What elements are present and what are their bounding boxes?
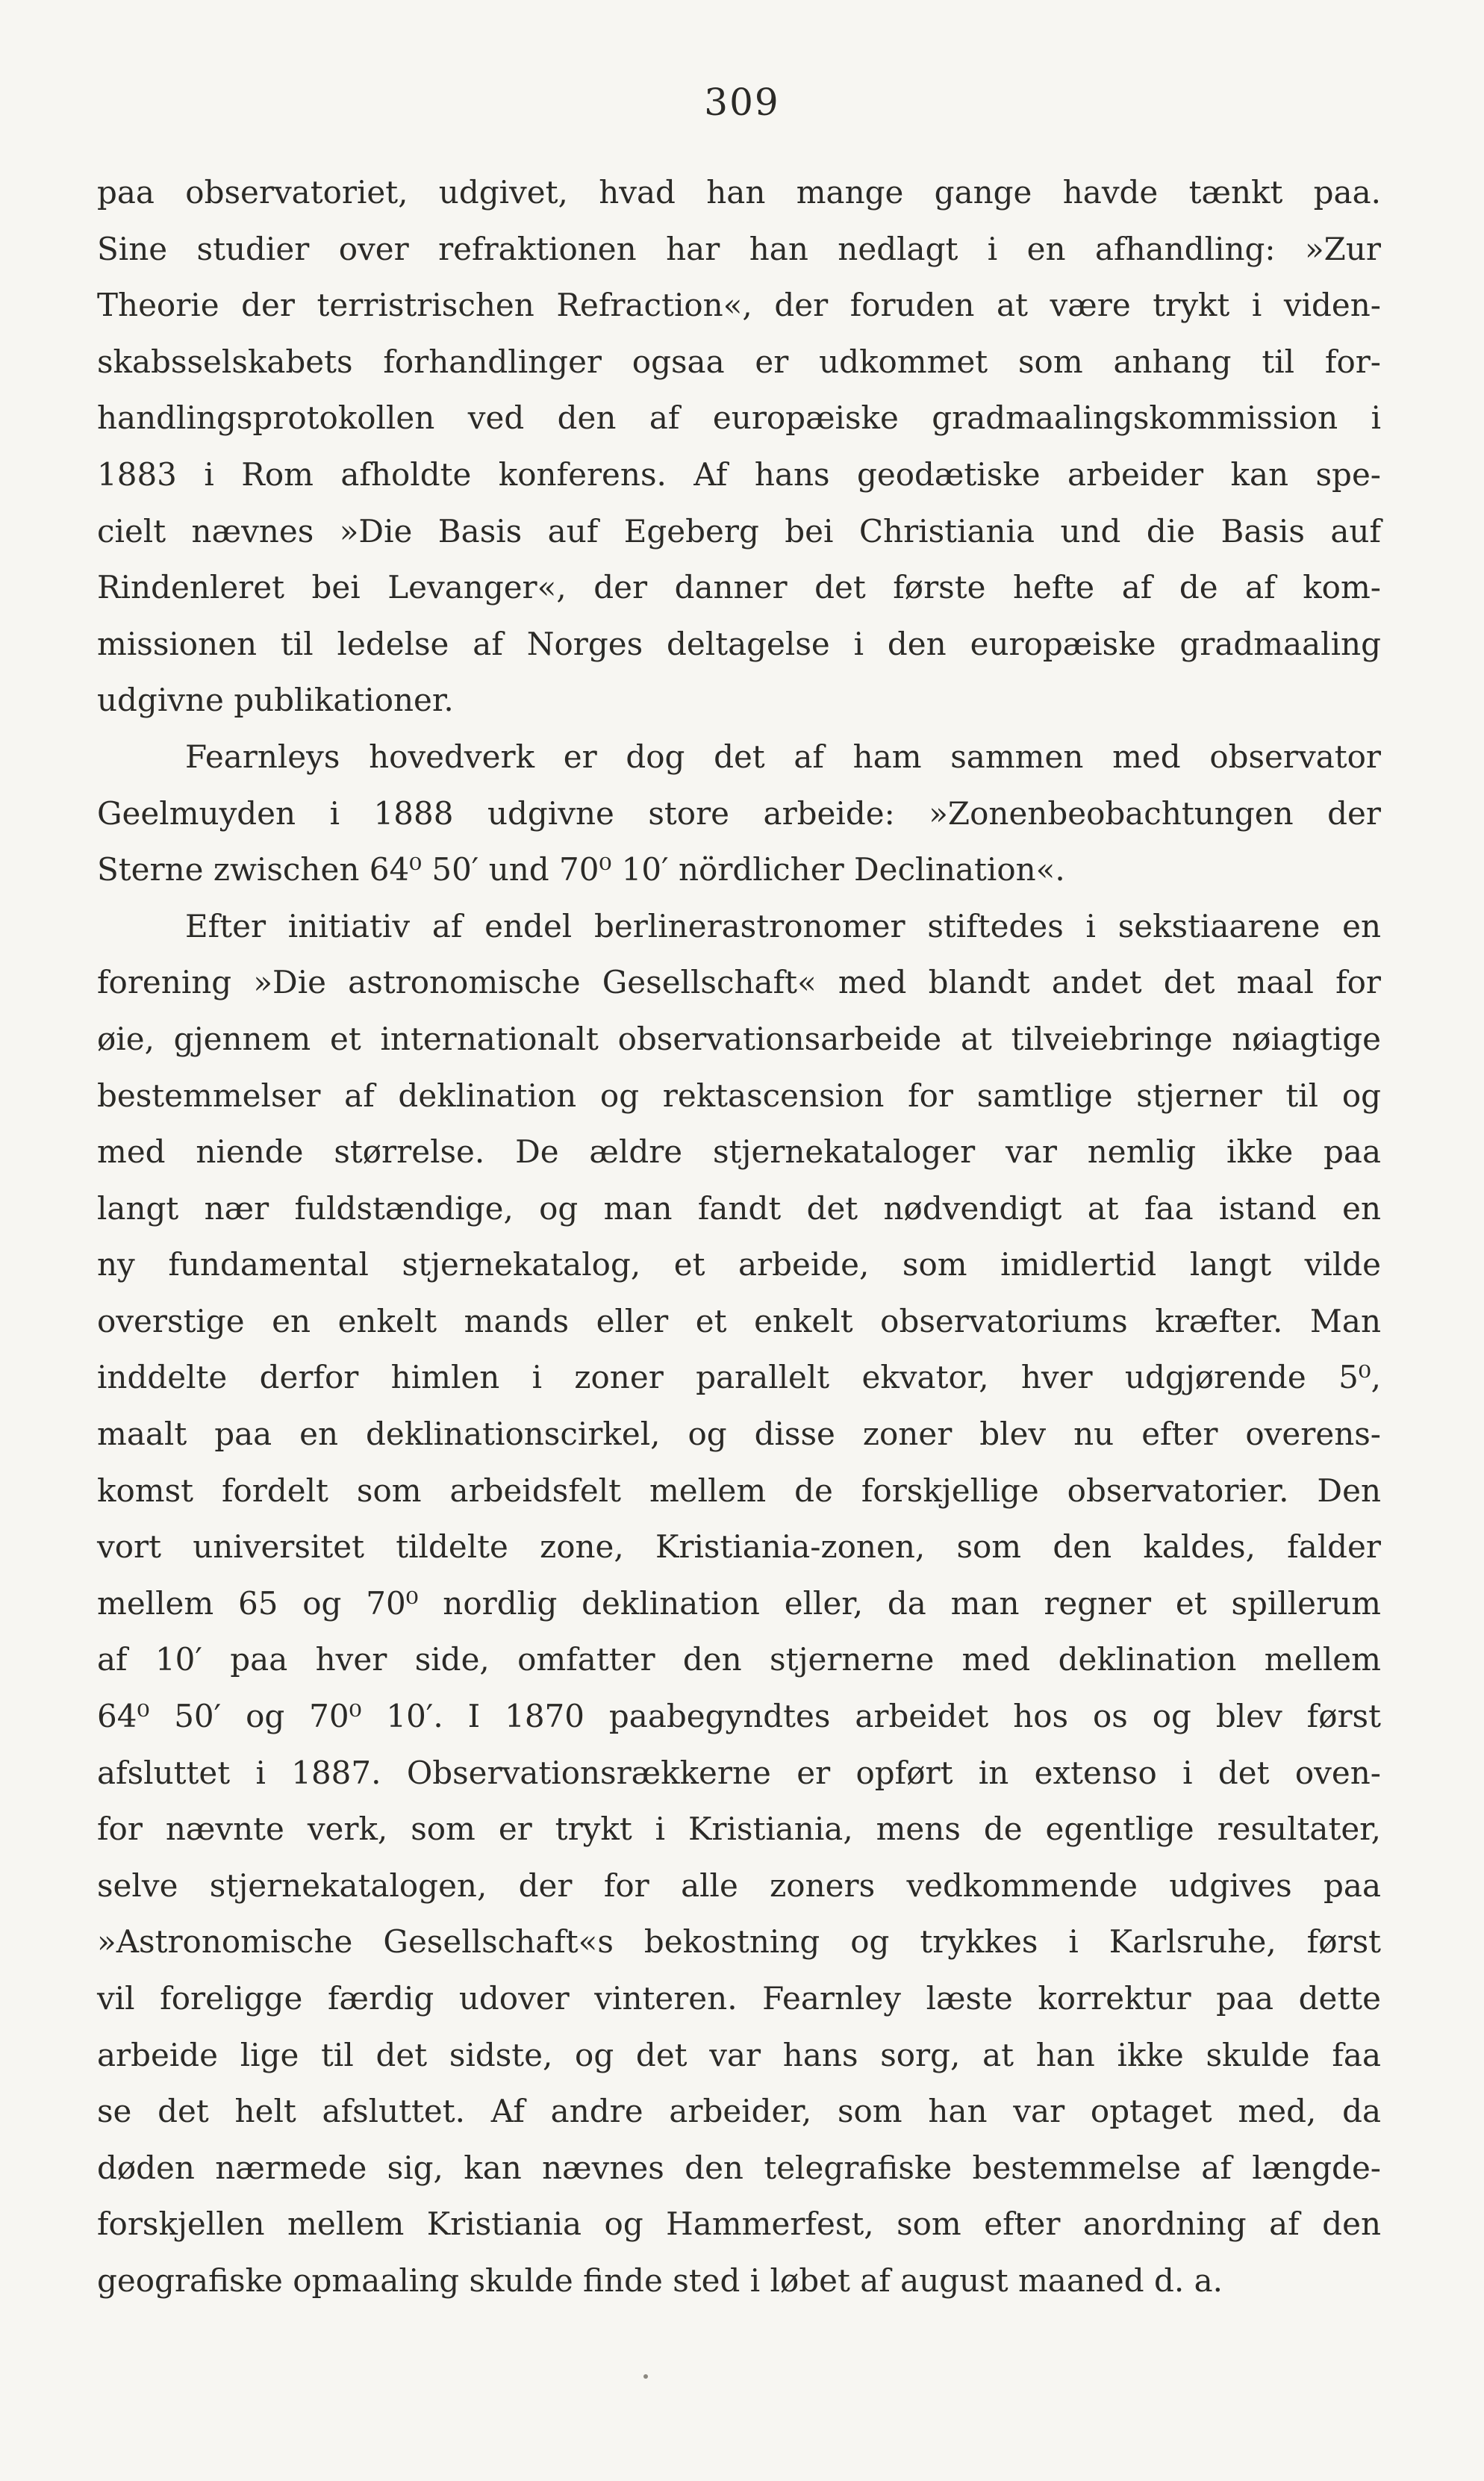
text-line: missionen til ledelse af Norges deltagelse i den europæiske gradmaaling [97, 625, 1381, 662]
text-line: maalt paa en deklinationscirkel, og disse zoner blev nu efter overens- [97, 1416, 1381, 1453]
text-line: med niende størrelse. De ældre stjernekataloger var nemlig ikke paa [97, 1133, 1381, 1171]
text-line: cielt nævnes »Die Basis auf Egeberg bei Christiania und die Basis auf [97, 512, 1381, 550]
text-line: komst fordelt som arbeidsfelt mellem de forskjellige observatorier. Den [97, 1472, 1381, 1509]
text-line: langt nær fuldstændige, og man fandt det nødvendigt at faa istand en [97, 1189, 1381, 1227]
text-line: inddelte derfor himlen i zoner parallelt ekvator, hver udgjørende 5⁰, [97, 1359, 1381, 1396]
text-line: Sine studier over refraktionen har han nedlagt i en afhandling: »Zur [97, 230, 1381, 267]
text-line: geografiske opmaaling skulde finde sted i løbet af august maaned d. a. [97, 2261, 1223, 2299]
text-line: handlingsprotokollen ved den af europæiske gradmaalingskommission i [97, 399, 1381, 437]
printer-mark-dot [643, 2374, 648, 2379]
text-line: afsluttet i 1887. Observationsrækkerne er opført in extenso i det oven- [97, 1754, 1381, 1791]
text-line: mellem 65 og 70⁰ nordlig deklination eller, da man regner et spillerum [97, 1584, 1381, 1622]
body-text [97, 164, 1381, 2309]
text-line: øie, gjennem et internationalt observationsarbeide at tilveiebringe nøiagtige [97, 1020, 1381, 1057]
text-line: Fearnleys hovedverk er dog det af ham sammen med observator [185, 738, 1381, 775]
text-line: ny fundamental stjernekatalog, et arbeide, som imidlertid langt vilde [97, 1246, 1381, 1283]
page-number: 309 [704, 81, 780, 124]
text-line: skabsselskabets forhandlinger ogsaa er udkommet som anhang til for- [97, 343, 1381, 380]
text-line: se det helt afsluttet. Af andre arbeider, som han var optaget med, da [97, 2093, 1381, 2130]
text-line: overstige en enkelt mands eller et enkelt observatoriums kræfter. Man [97, 1302, 1381, 1339]
text-line: arbeide lige til det sidste, og det var hans sorg, at han ikke skulde faa [97, 2036, 1381, 2073]
text-line: vil foreligge færdig udover vinteren. Fearnley læste korrektur paa dette [97, 1980, 1381, 2017]
text-line: 64⁰ 50′ og 70⁰ 10′. I 1870 paabegyndtes arbeidet hos os og blev først [97, 1698, 1381, 1735]
text-line: selve stjernekatalogen, der for alle zoners vedkommende udgives paa [97, 1867, 1381, 1904]
text-line: af 10′ paa hver side, omfatter den stjernerne med deklination mellem [97, 1641, 1381, 1678]
text-line: forening »Die astronomische Gesellschaft« med blandt andet det maal for [97, 964, 1381, 1001]
text-line: Geelmuyden i 1888 udgivne store arbeide: »Zonenbeobachtungen der [97, 794, 1381, 832]
text-line: forskjellen mellem Kristiania og Hammerfest, som efter anordning af den [97, 2205, 1381, 2243]
text-line: bestemmelser af deklination og rektascension for samtlige stjerner til og [97, 1077, 1381, 1114]
text-line: paa observatoriet, udgivet, hvad han mange gange havde tænkt paa. [97, 174, 1381, 211]
text-line: Efter initiativ af endel berlinerastronomer stiftedes i sekstiaarene en [185, 907, 1381, 944]
text-line: Rindenleret bei Levanger«, der danner det første hefte af de af kom- [97, 569, 1381, 606]
text-line: Theorie der terristrischen Refraction«, der foruden at være trykt i viden- [97, 287, 1381, 324]
text-line: Sterne zwischen 64⁰ 50′ und 70⁰ 10′ nördlicher Declination«. [97, 851, 1065, 888]
text-line: »Astronomische Gesellschaft«s bekostning og trykkes i Karlsruhe, først [97, 1923, 1381, 1961]
text-line: 1883 i Rom afholdte konferens. Af hans geodætiske arbeider kan spe- [97, 455, 1381, 493]
text-line: døden nærmede sig, kan nævnes den telegrafiske bestemmelse af længde- [97, 2149, 1381, 2186]
text-line: for nævnte verk, som er trykt i Kristiania, mens de egentlige resultater, [97, 1811, 1381, 1848]
text-line: vort universitet tildelte zone, Kristiania-zonen, som den kaldes, falder [97, 1528, 1381, 1566]
text-line: udgivne publikationer. [97, 682, 454, 719]
